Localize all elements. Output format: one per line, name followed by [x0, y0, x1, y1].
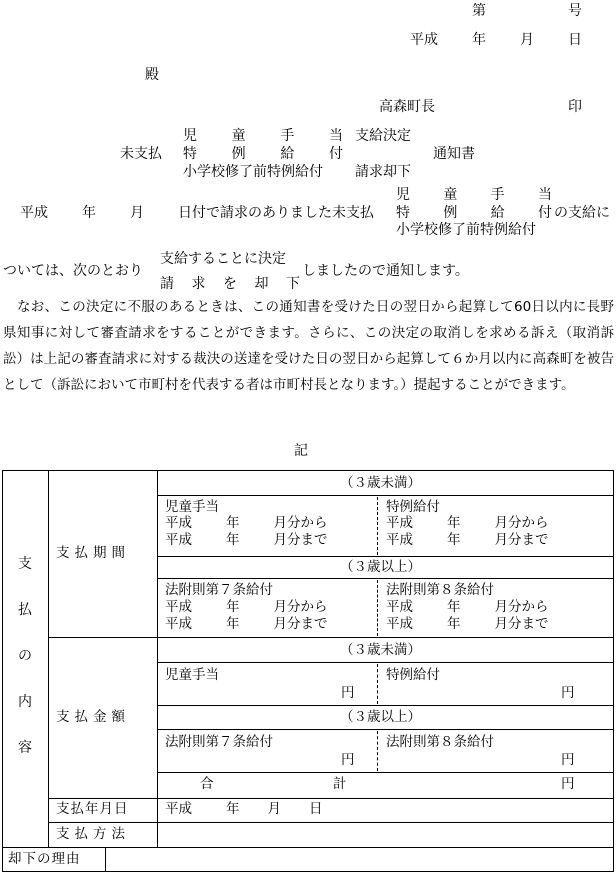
- recipient-honorific: 殿: [145, 67, 159, 83]
- period-tokurei-label: 特例給付: [386, 499, 440, 515]
- period-jidou-to: 平成 年 月分まで: [165, 532, 328, 548]
- amount-total-yen: 円: [561, 776, 575, 792]
- request-date-heisei: 平成: [20, 205, 48, 221]
- issue-date-month: 月: [520, 32, 534, 48]
- amount-tokurei-label: 特例給付: [386, 667, 440, 683]
- payment-period-label: 支払期間: [56, 545, 130, 561]
- period-under3-header: （３歳未満）: [340, 475, 421, 491]
- amount-hoh7-label: 法附則第７条給付: [165, 734, 273, 750]
- period-over3-header: （３歳以上）: [340, 559, 421, 575]
- amount-hoh8-yen: 円: [561, 752, 575, 768]
- body-choice-rejection: 請 求 を 却 下: [160, 276, 300, 292]
- period-hoh7-from: 平成 年 月分から: [165, 599, 328, 615]
- title-option-decision: 支給決定: [355, 128, 411, 144]
- appeal-notice-paragraph: なお、この決定に不服のあるときは、この通知書を受けた日の翌日から起算して60日以内に長野県知事に対して審査請求をすることができます。さらに、この決定の取消しを求める訴え（取消訴訟）は上記の審査請求に対する裁決の送達を受けた日の翌日から起算して６か月以内に高森町を被告として（訴訟において市町村を代表する者は市町村長となります。）提起することができます。: [3, 299, 614, 393]
- issue-date-day: 日: [568, 32, 582, 48]
- period-hoh7-to: 平成 年 月分まで: [165, 616, 328, 632]
- request-date-text: 日付で請求のありました未支払: [178, 205, 374, 221]
- title-suffix: 通知書: [433, 146, 475, 162]
- period-hoh8-to: 平成 年 月分まで: [386, 616, 549, 632]
- body-choice-decision: 支給することに決定: [160, 251, 286, 267]
- body-after-stack: の支給に: [554, 205, 610, 221]
- payment-amount-label: 支払金額: [56, 709, 130, 725]
- title-prefix: 未支払: [120, 146, 162, 162]
- period-tokurei-to: 平成 年 月分まで: [386, 532, 549, 548]
- request-date-month: 月: [130, 205, 144, 221]
- body-stack-tokurei: 特 例 給 付: [396, 205, 552, 221]
- amount-hoh8-label: 法附則第８条給付: [386, 734, 494, 750]
- amount-over3-header: （３歳以上）: [340, 709, 421, 725]
- issue-date-heisei: 平成: [410, 32, 438, 48]
- issuer-name: 高森町長: [379, 99, 435, 115]
- title-option-rejection: 請求却下: [355, 164, 411, 180]
- body-stack-shougakkou: 小学校修了前特例給付: [396, 222, 536, 238]
- amount-total-label-b: 計: [333, 776, 347, 792]
- amount-tokurei-yen: 円: [561, 685, 575, 701]
- period-hoh7-label: 法附則第７条給付: [165, 582, 273, 598]
- issue-date-year: 年: [472, 32, 486, 48]
- rejection-reason-label: 却下の理由: [8, 851, 81, 867]
- period-tokurei-from: 平成 年 月分から: [386, 515, 549, 531]
- title-line-jidou: 児 童 手 当: [183, 128, 343, 144]
- payment-method-label: 支払方法: [56, 826, 130, 842]
- ki-heading: 記: [294, 443, 308, 459]
- period-hoh8-label: 法附則第８条給付: [386, 582, 494, 598]
- body-stack-jidou: 児 童 手 当: [396, 187, 552, 203]
- period-jidou-label: 児童手当: [165, 499, 219, 515]
- amount-jidou-label: 児童手当: [165, 667, 219, 683]
- amount-jidou-yen: 円: [341, 685, 355, 701]
- title-line-tokurei: 特 例 給 付: [183, 146, 343, 162]
- seal-mark: 印: [568, 99, 582, 115]
- period-hoh8-from: 平成 年 月分から: [386, 599, 549, 615]
- payment-content-vertical-label: 支 払 の 内 容: [18, 556, 32, 756]
- period-jidou-from: 平成 年 月分から: [165, 515, 328, 531]
- number-label: 第: [472, 3, 486, 19]
- amount-total-label-a: 合: [200, 776, 214, 792]
- body-line2-suffix: しましたので通知します。: [302, 263, 469, 279]
- amount-under3-header: （３歳未満）: [340, 642, 421, 658]
- request-date-year: 年: [82, 205, 96, 221]
- title-line-shougakkou: 小学校修了前特例給付: [183, 164, 323, 180]
- body-line2-prefix: ついては、次のとおり: [3, 263, 143, 279]
- amount-hoh7-yen: 円: [341, 752, 355, 768]
- payment-date-value: 平成 年 月 日: [165, 801, 323, 817]
- number-suffix: 号: [568, 3, 582, 19]
- payment-date-label: 支払年月日: [56, 801, 129, 817]
